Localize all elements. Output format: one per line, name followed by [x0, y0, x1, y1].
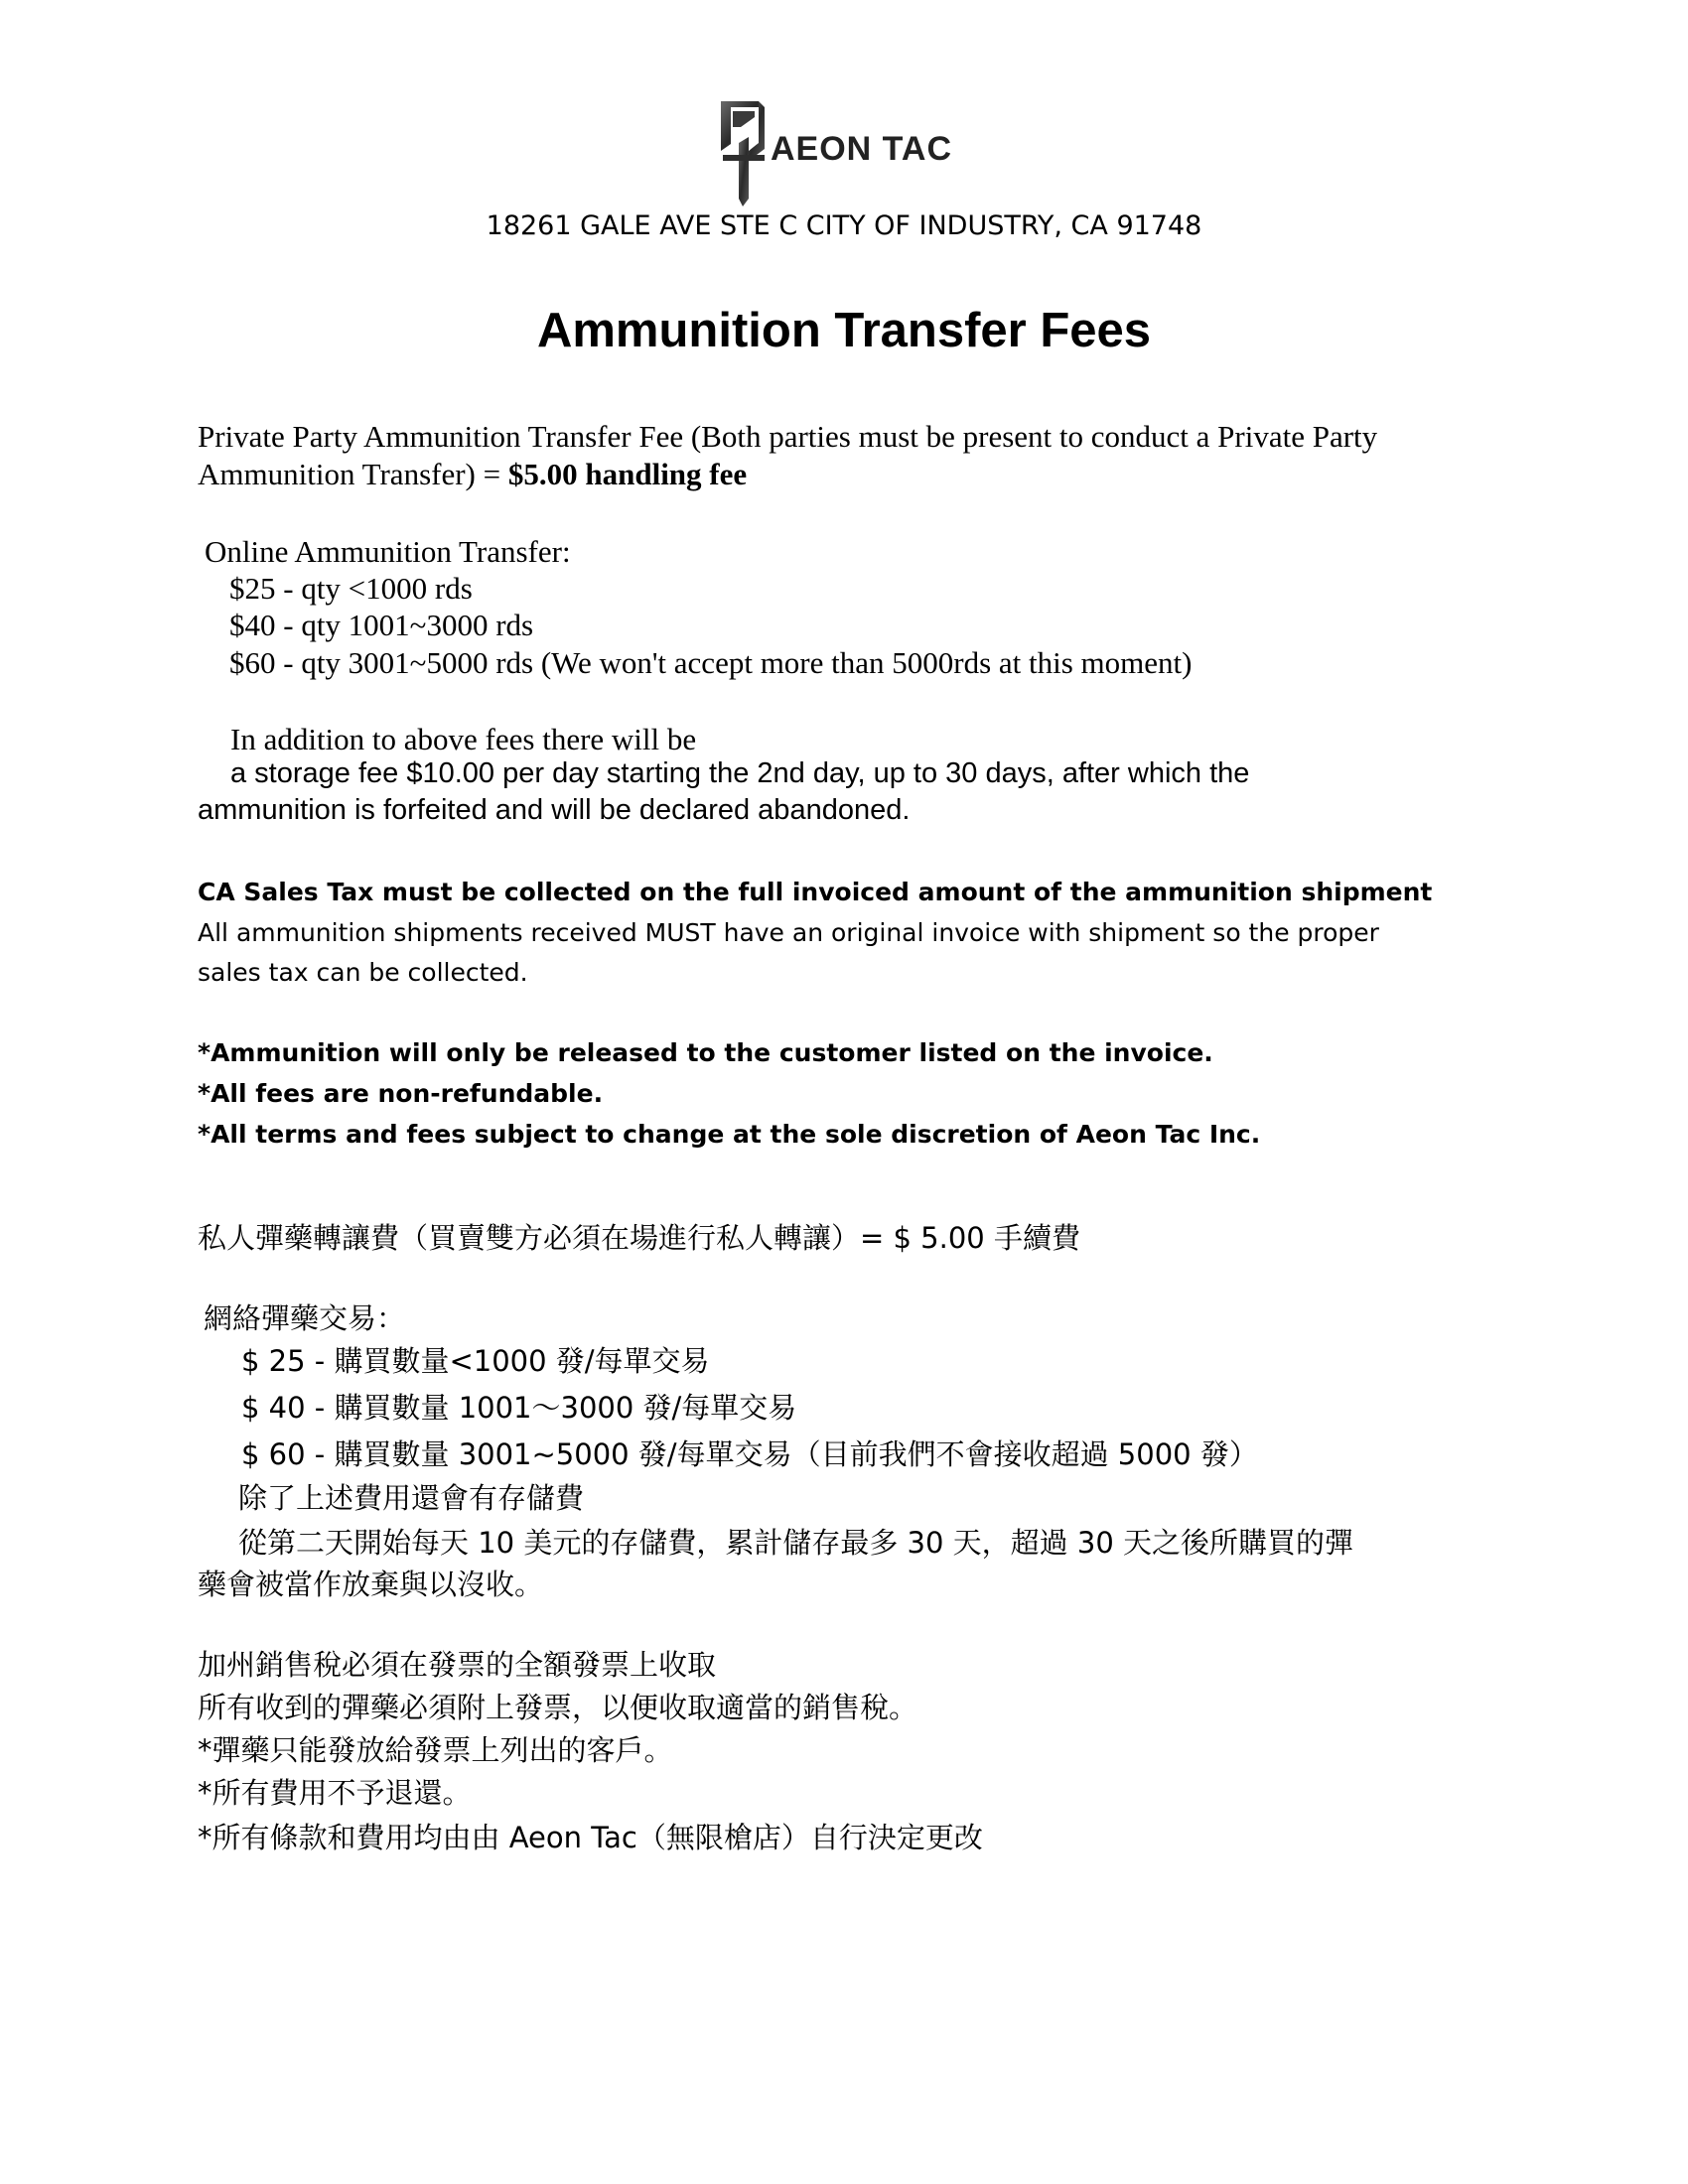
cn-terms-item: *所有費用不予退還。: [198, 1776, 472, 1810]
private-party-fee-line2: [198, 457, 747, 492]
terms-item: *All terms and fees subject to change at the sole discretion of Aeon Tac Inc.: [198, 1120, 1261, 1149]
storage-fee-line3: ammunition is forfeited and will be declared abandoned.: [198, 794, 911, 826]
cn-online-tier: $ 40 - 購買數量 1001～3000 發/每單交易: [241, 1391, 797, 1425]
store-address: 18261 GALE AVE STE C CITY OF INDUSTRY, CA 91748: [486, 210, 1202, 241]
online-tier: $25 - qty <1000 rds: [229, 571, 473, 606]
private-party-fee-line1: Private Party Ammunition Transfer Fee (Both parties must be present to conduct a Private Party: [198, 419, 1378, 454]
page-title: Ammunition Transfer Fees: [536, 304, 1152, 357]
cn-online-tier: $ 25 - 購買數量<1000 發/每單交易: [241, 1344, 710, 1378]
private-party-fee-prefix: Ammunition Transfer) =: [198, 457, 508, 491]
cn-sales-tax-line: 所有收到的彈藥必須附上發票，以便收取適當的銷售稅。: [198, 1691, 918, 1724]
cn-storage-line3: 藥會被當作放棄與以沒收。: [198, 1568, 544, 1601]
cn-online-tier: $ 60 - 購買數量 3001~5000 發/每單交易（目前我們不會接收超過 5000 發）: [241, 1437, 1258, 1471]
cn-online-heading: 網絡彈藥交易：: [204, 1301, 406, 1335]
online-tier: $60 - qty 3001~5000 rds (We won't accept more than 5000rds at this moment): [229, 645, 1193, 680]
sales-tax-line1: All ammunition shipments received MUST have an original invoice with shipment so the proper: [198, 918, 1379, 947]
terms-item: *Ammunition will only be released to the customer listed on the invoice.: [198, 1038, 1213, 1067]
storage-fee-line1: In addition to above fees there will be: [230, 722, 697, 756]
cn-terms-item: *所有條款和費用均由由 Aeon Tac（無限槍店）自行決定更改: [198, 1821, 983, 1854]
logo-text: AEON TAC: [771, 130, 953, 168]
sales-tax-heading: CA Sales Tax must be collected on the full invoiced amount of the ammunition shipment: [198, 878, 1433, 906]
cn-private-party-fee: 私人彈藥轉讓費（買賣雙方必須在場進行私人轉讓）= $ 5.00 手續費: [198, 1221, 1080, 1255]
online-tier: $40 - qty 1001~3000 rds: [229, 608, 534, 642]
online-transfer-heading: Online Ammunition Transfer:: [205, 534, 571, 569]
cn-sales-tax-heading: 加州銷售稅必須在發票的全額發票上收取: [198, 1648, 717, 1682]
sales-tax-line2: sales tax can be collected.: [198, 958, 528, 987]
cn-terms-item: *彈藥只能發放給發票上列出的客戶。: [198, 1733, 673, 1767]
handling-fee: $5.00 handling fee: [507, 457, 748, 491]
cn-storage-line2: 從第二天開始每天 10 美元的存儲費，累計儲存最多 30 天，超過 30 天之後所購買的彈: [238, 1526, 1354, 1560]
storage-fee-line2: a storage fee $10.00 per day starting the 2nd day, up to 30 days, after which the: [230, 757, 1250, 789]
logo-mark-icon: [721, 101, 765, 206]
terms-item: *All fees are non-refundable.: [198, 1079, 604, 1108]
cn-storage-line1: 除了上述費用還會有存儲費: [238, 1481, 585, 1515]
